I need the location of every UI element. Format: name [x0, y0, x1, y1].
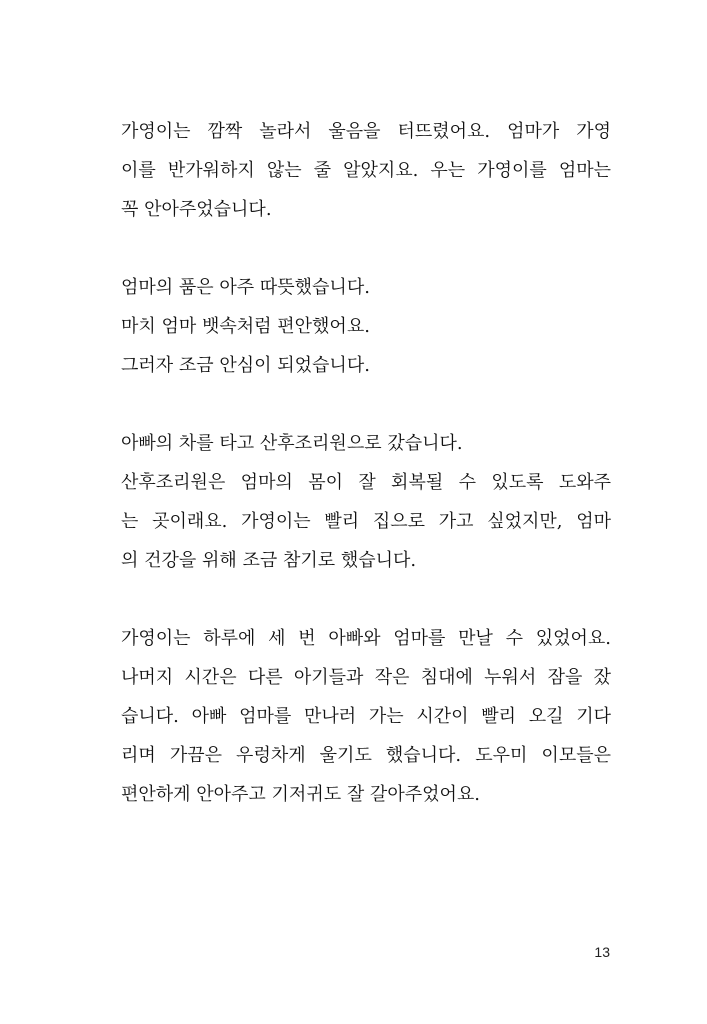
paragraph-line: 는 곳이래요. 가영이는 빨리 집으로 가고 싶었지만, 엄마	[121, 511, 611, 532]
paragraph-line: 꼭 안아주었습니다.	[121, 199, 272, 220]
paragraph-line: 편안하게 안아주고 기저귀도 잘 갈아주었어요.	[121, 784, 480, 805]
paragraph-line: 나머지 시간은 다른 아기들과 작은 침대에 누워서 잠을 잤	[121, 667, 611, 688]
page-number: 13	[594, 944, 610, 960]
paragraph-line: 가영이는 하루에 세 번 아빠와 엄마를 만날 수 있었어요.	[121, 628, 611, 649]
paragraph-line: 의 건강을 위해 조금 참기로 했습니다.	[121, 550, 417, 571]
paragraph-1	[121, 112, 611, 229]
paragraph-line: 아빠의 차를 타고 산후조리원으로 갔습니다.	[121, 433, 463, 454]
paragraph-line: 그러자 조금 안심이 되었습니다.	[121, 355, 370, 376]
paragraph-3	[121, 424, 611, 580]
paragraph-line: 리며 가끔은 우렁차게 울기도 했습니다. 도우미 이모들은	[121, 745, 611, 766]
paragraph-2	[121, 268, 611, 385]
paragraph-4	[121, 619, 611, 814]
paragraph-line: 마치 엄마 뱃속처럼 편안했어요.	[121, 316, 370, 337]
paragraph-line: 산후조리원은 엄마의 몸이 잘 회복될 수 있도록 도와주	[121, 472, 611, 493]
paragraph-line: 이를 반가워하지 않는 줄 알았지요. 우는 가영이를 엄마는	[121, 160, 611, 181]
paragraph-line: 가영이는 깜짝 놀라서 울음을 터뜨렸어요. 엄마가 가영	[121, 121, 611, 142]
paragraph-line: 엄마의 품은 아주 따뜻했습니다.	[121, 277, 370, 298]
paragraph-line: 습니다. 아빠 엄마를 만나러 가는 시간이 빨리 오길 기다	[121, 706, 611, 727]
